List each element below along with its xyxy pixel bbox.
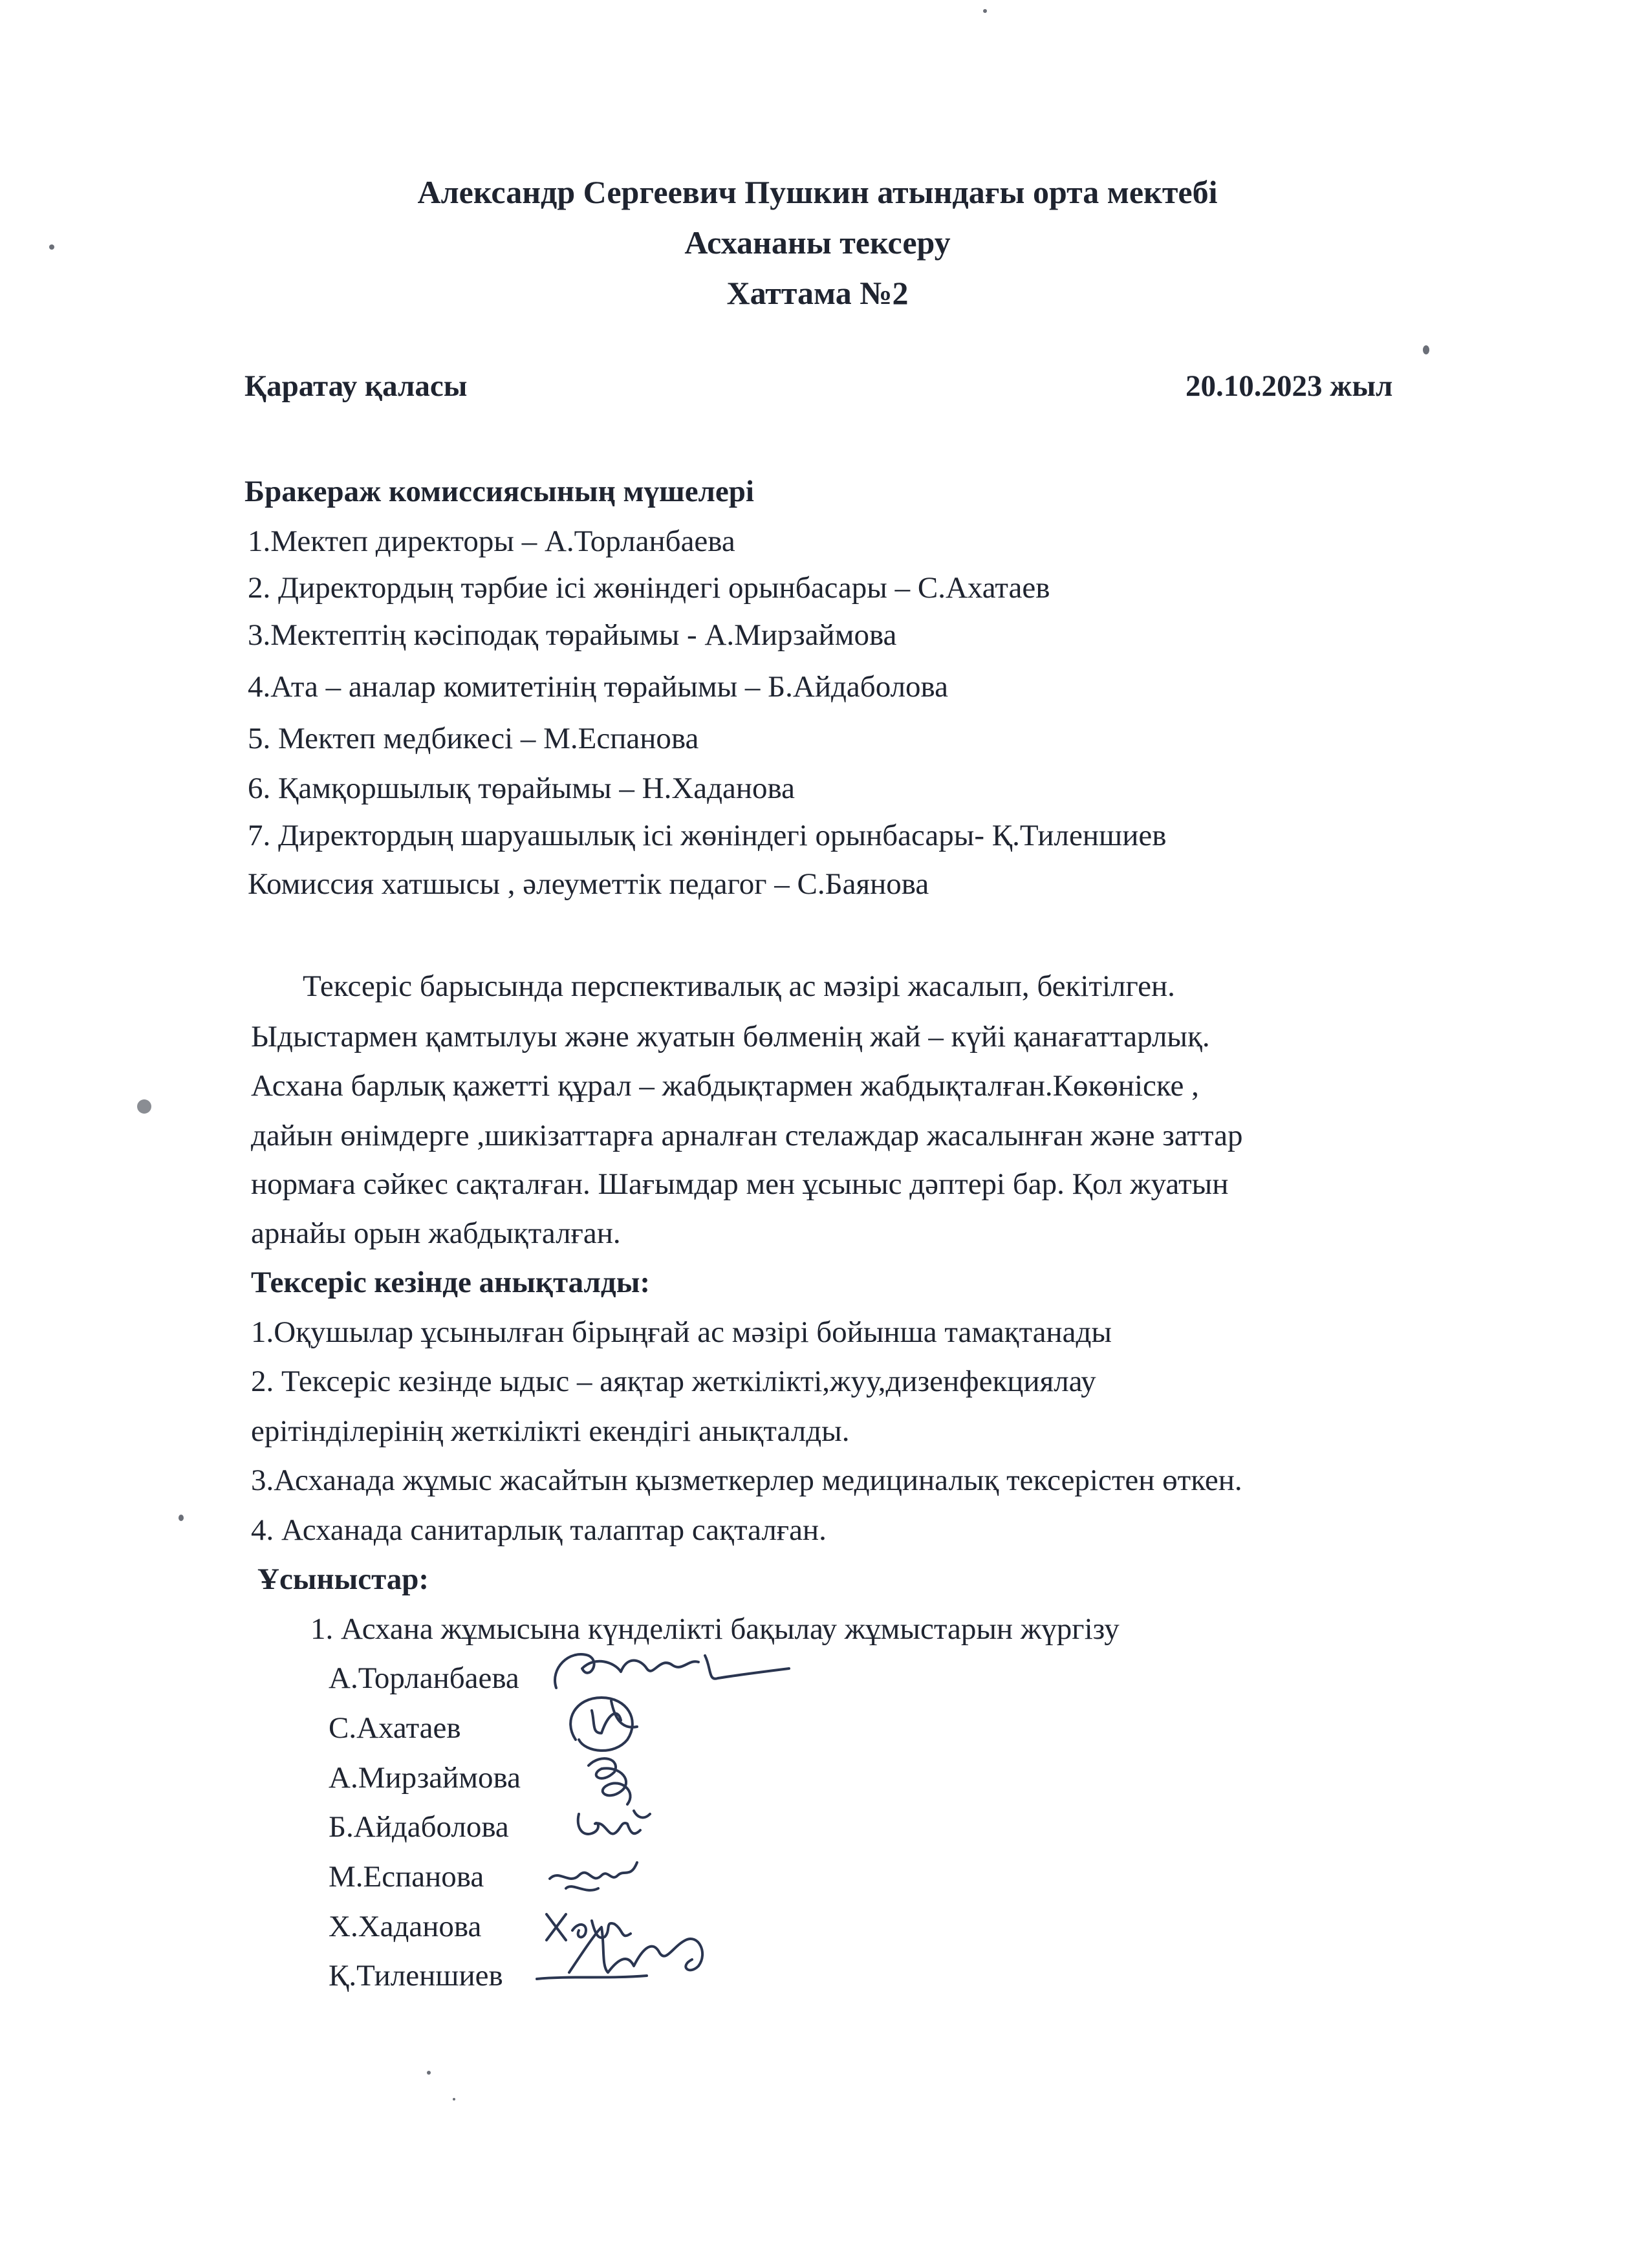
scan-speck	[137, 1099, 151, 1114]
document-date: 20.10.2023 жыл	[1186, 369, 1393, 403]
scan-speck	[453, 2098, 455, 2101]
signature-tilenshiev	[530, 1914, 763, 2005]
paragraph-line: Ыдыстармен қамтылуы және жуатын бөлменің жай – күйі қанағаттарлық.	[251, 1020, 1210, 1053]
commission-title: Бракераж комиссиясының мүшелері	[244, 475, 754, 508]
commission-member: 7. Директордың шаруашылық ісі жөніндегі орынбасары- Қ.Тиленшиев	[248, 819, 1167, 852]
commission-member: 1.Мектеп директоры – А.Торланбаева	[248, 524, 735, 558]
signatory-name: Б.Айдаболова	[329, 1810, 509, 1844]
paragraph-line: Тексеріс барысында перспективалық ас мәзірі жасалып, бекітілген.	[303, 969, 1175, 1003]
paragraph-line: арнайы орын жабдықталған.	[251, 1216, 621, 1250]
signatory-name: Х.Хаданова	[329, 1910, 482, 1943]
school-title: Александр Сергеевич Пушкин атындағы орта мектебі	[417, 174, 1218, 210]
scan-speck	[179, 1515, 184, 1521]
finding-item: 1.Оқушылар ұсынылған бірыңғай ас мәзірі бойынша тамақтанады	[251, 1315, 1112, 1349]
finding-item: ерітінділерінің жеткілікті екендігі анықталды.	[251, 1414, 850, 1448]
finding-item: 4. Асханада санитарлық талаптар сақталған.	[251, 1513, 827, 1547]
signatory-name: М.Еспанова	[329, 1860, 484, 1894]
signature-aydabolova	[569, 1801, 660, 1853]
city: Қаратау қаласы	[244, 369, 468, 403]
paragraph-line: нормаға сәйкес сақталған. Шағымдар мен ұсыныс дәптері бар. Қол жуатын	[251, 1167, 1229, 1201]
recommendations-title: Ұсыныстар:	[257, 1562, 429, 1596]
findings-title: Тексеріс кезінде анықталды:	[251, 1266, 651, 1299]
signature-espanova	[540, 1850, 644, 1901]
signatory-name: А.Мирзаймова	[329, 1761, 521, 1795]
paragraph-line: дайын өнімдерге ,шикізаттарға арналған стелаждар жасалынған және заттар	[251, 1119, 1243, 1152]
commission-member: 5. Мектеп медбикесі – М.Еспанова	[248, 722, 699, 755]
protocol-number: Хаттама №2	[726, 275, 909, 311]
finding-item: 3.Асханада жұмыс жасайтын қызметкерлер медициналық тексерістен өткен.	[251, 1463, 1242, 1497]
commission-member: 4.Ата – аналар комитетінің төрайымы – Б.Айдаболова	[248, 670, 948, 704]
scan-speck	[983, 9, 987, 13]
signatory-name: Қ.Тиленшиев	[329, 1959, 503, 1993]
commission-member: 6. Қамқоршылық төрайымы – Н.Хаданова	[248, 772, 795, 805]
commission-member: 3.Мектептің кәсіподақ төрайымы - А.Мирзаймова	[248, 618, 897, 652]
scan-speck	[427, 2071, 431, 2075]
signatory-name: А.Торланбаева	[329, 1661, 519, 1695]
signatory-name: С.Ахатаев	[329, 1711, 461, 1745]
commission-member: 2. Директордың тәрбие ісі жөніндегі орынбасары – С.Ахатаев	[248, 571, 1050, 605]
commission-secretary: Комиссия хатшысы , әлеуметтік педагог – С.Баянова	[248, 867, 929, 901]
scan-speck	[1423, 345, 1429, 354]
recommendation-item: 1. Асхана жұмысына күнделікті бақылау жұмыстарын жүргізу	[310, 1612, 1120, 1646]
finding-item: 2. Тексеріс кезінде ыдыс – аяқтар жеткілікті,жуу,дизенфекциялау	[251, 1365, 1096, 1398]
paragraph-line: Асхана барлық қажетті құрал – жабдықтармен жабдықталған.Көкөніске ,	[251, 1069, 1199, 1103]
document-subject: Асхананы тексеру	[684, 224, 951, 261]
